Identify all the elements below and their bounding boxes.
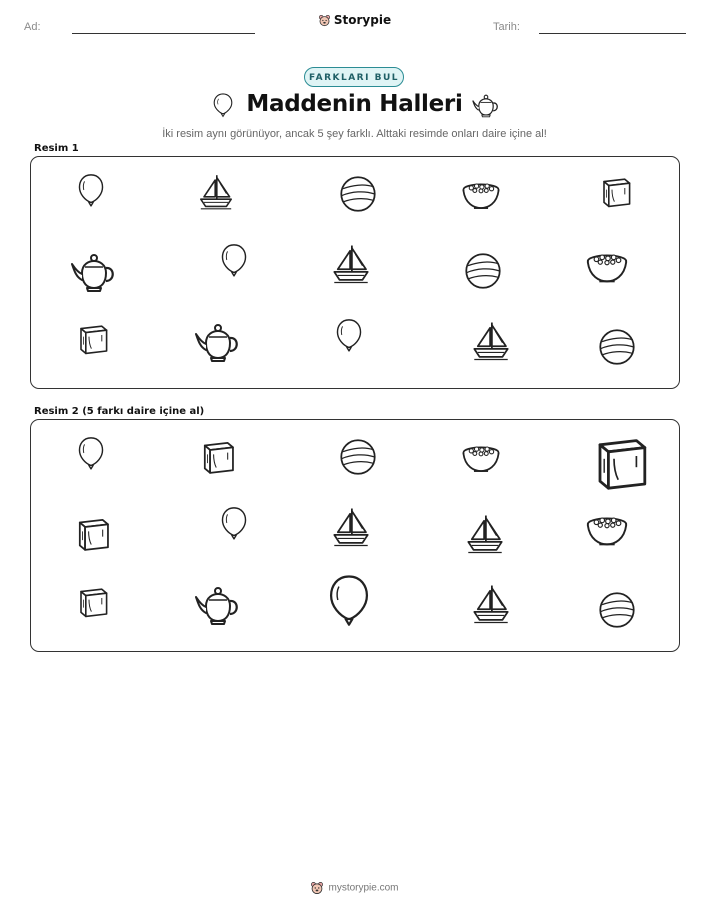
title-teapot-icon [471,92,501,120]
date-label: Tarih: [493,21,520,33]
picture2-cereal-bowl-icon[interactable] [459,435,503,479]
picture2-sailboat-icon[interactable] [469,582,513,626]
picture2-balloon-icon[interactable] [216,505,252,541]
picture1-cereal-bowl-icon [583,242,631,290]
instructions: İki resim aynı görünüyor, ancak 5 şey farklı. Alttaki resimde onları daire içine al! [162,128,547,140]
picture1-cereal-bowl-icon [459,172,503,216]
picture1-ball-icon [336,172,380,216]
picture2-ice-cube-icon[interactable] [196,435,240,479]
picture1-ball-icon [595,325,639,369]
picture1-ice-cube-icon [73,319,113,359]
picture1-sailboat-icon [196,172,236,212]
picture1-label: Resim 1 [34,143,79,154]
footer [0,881,709,895]
picture1-sailboat-icon [469,319,513,363]
picture2-teapot-icon[interactable] [193,582,243,632]
picture2-ball-icon[interactable] [336,435,380,479]
picture2-ice-cube-icon[interactable] [71,512,115,556]
storypie-bear-logo-icon [310,881,324,895]
date-line[interactable] [539,33,686,34]
picture2-balloon-icon[interactable] [321,572,377,628]
footer-url: mystorypie.com [328,882,399,894]
picture1-balloon-icon [331,317,367,353]
picture1-sailboat-icon [329,242,373,286]
page-title: Maddenin Halleri [246,91,463,117]
worksheet-type-badge: FARKLARI BUL [304,67,404,87]
picture2-ball-icon[interactable] [595,588,639,632]
picture2-ice-cube-icon[interactable] [586,428,656,498]
storypie-bear-logo-icon [318,14,331,27]
picture2-sailboat-icon[interactable] [463,512,507,556]
picture1-panel [30,156,680,389]
picture2-sailboat-icon[interactable] [329,505,373,549]
picture2-balloon-icon[interactable] [73,435,109,471]
picture1-balloon-icon [73,172,109,208]
picture1-balloon-icon [216,242,252,278]
name-label: Ad: [24,21,41,33]
picture2-label: Resim 2 (5 farkı daire içine al) [34,406,205,417]
brand-name: Storypie [333,13,392,27]
picture2-panel[interactable] [30,419,680,652]
picture1-teapot-icon [193,319,243,369]
picture2-ice-cube-icon[interactable] [73,582,113,622]
picture1-teapot-icon [69,249,119,299]
name-line[interactable] [72,33,255,34]
picture2-cereal-bowl-icon[interactable] [583,505,631,553]
picture1-ice-cube-icon [596,172,636,212]
brand [0,13,709,27]
picture1-ball-icon [461,249,505,293]
